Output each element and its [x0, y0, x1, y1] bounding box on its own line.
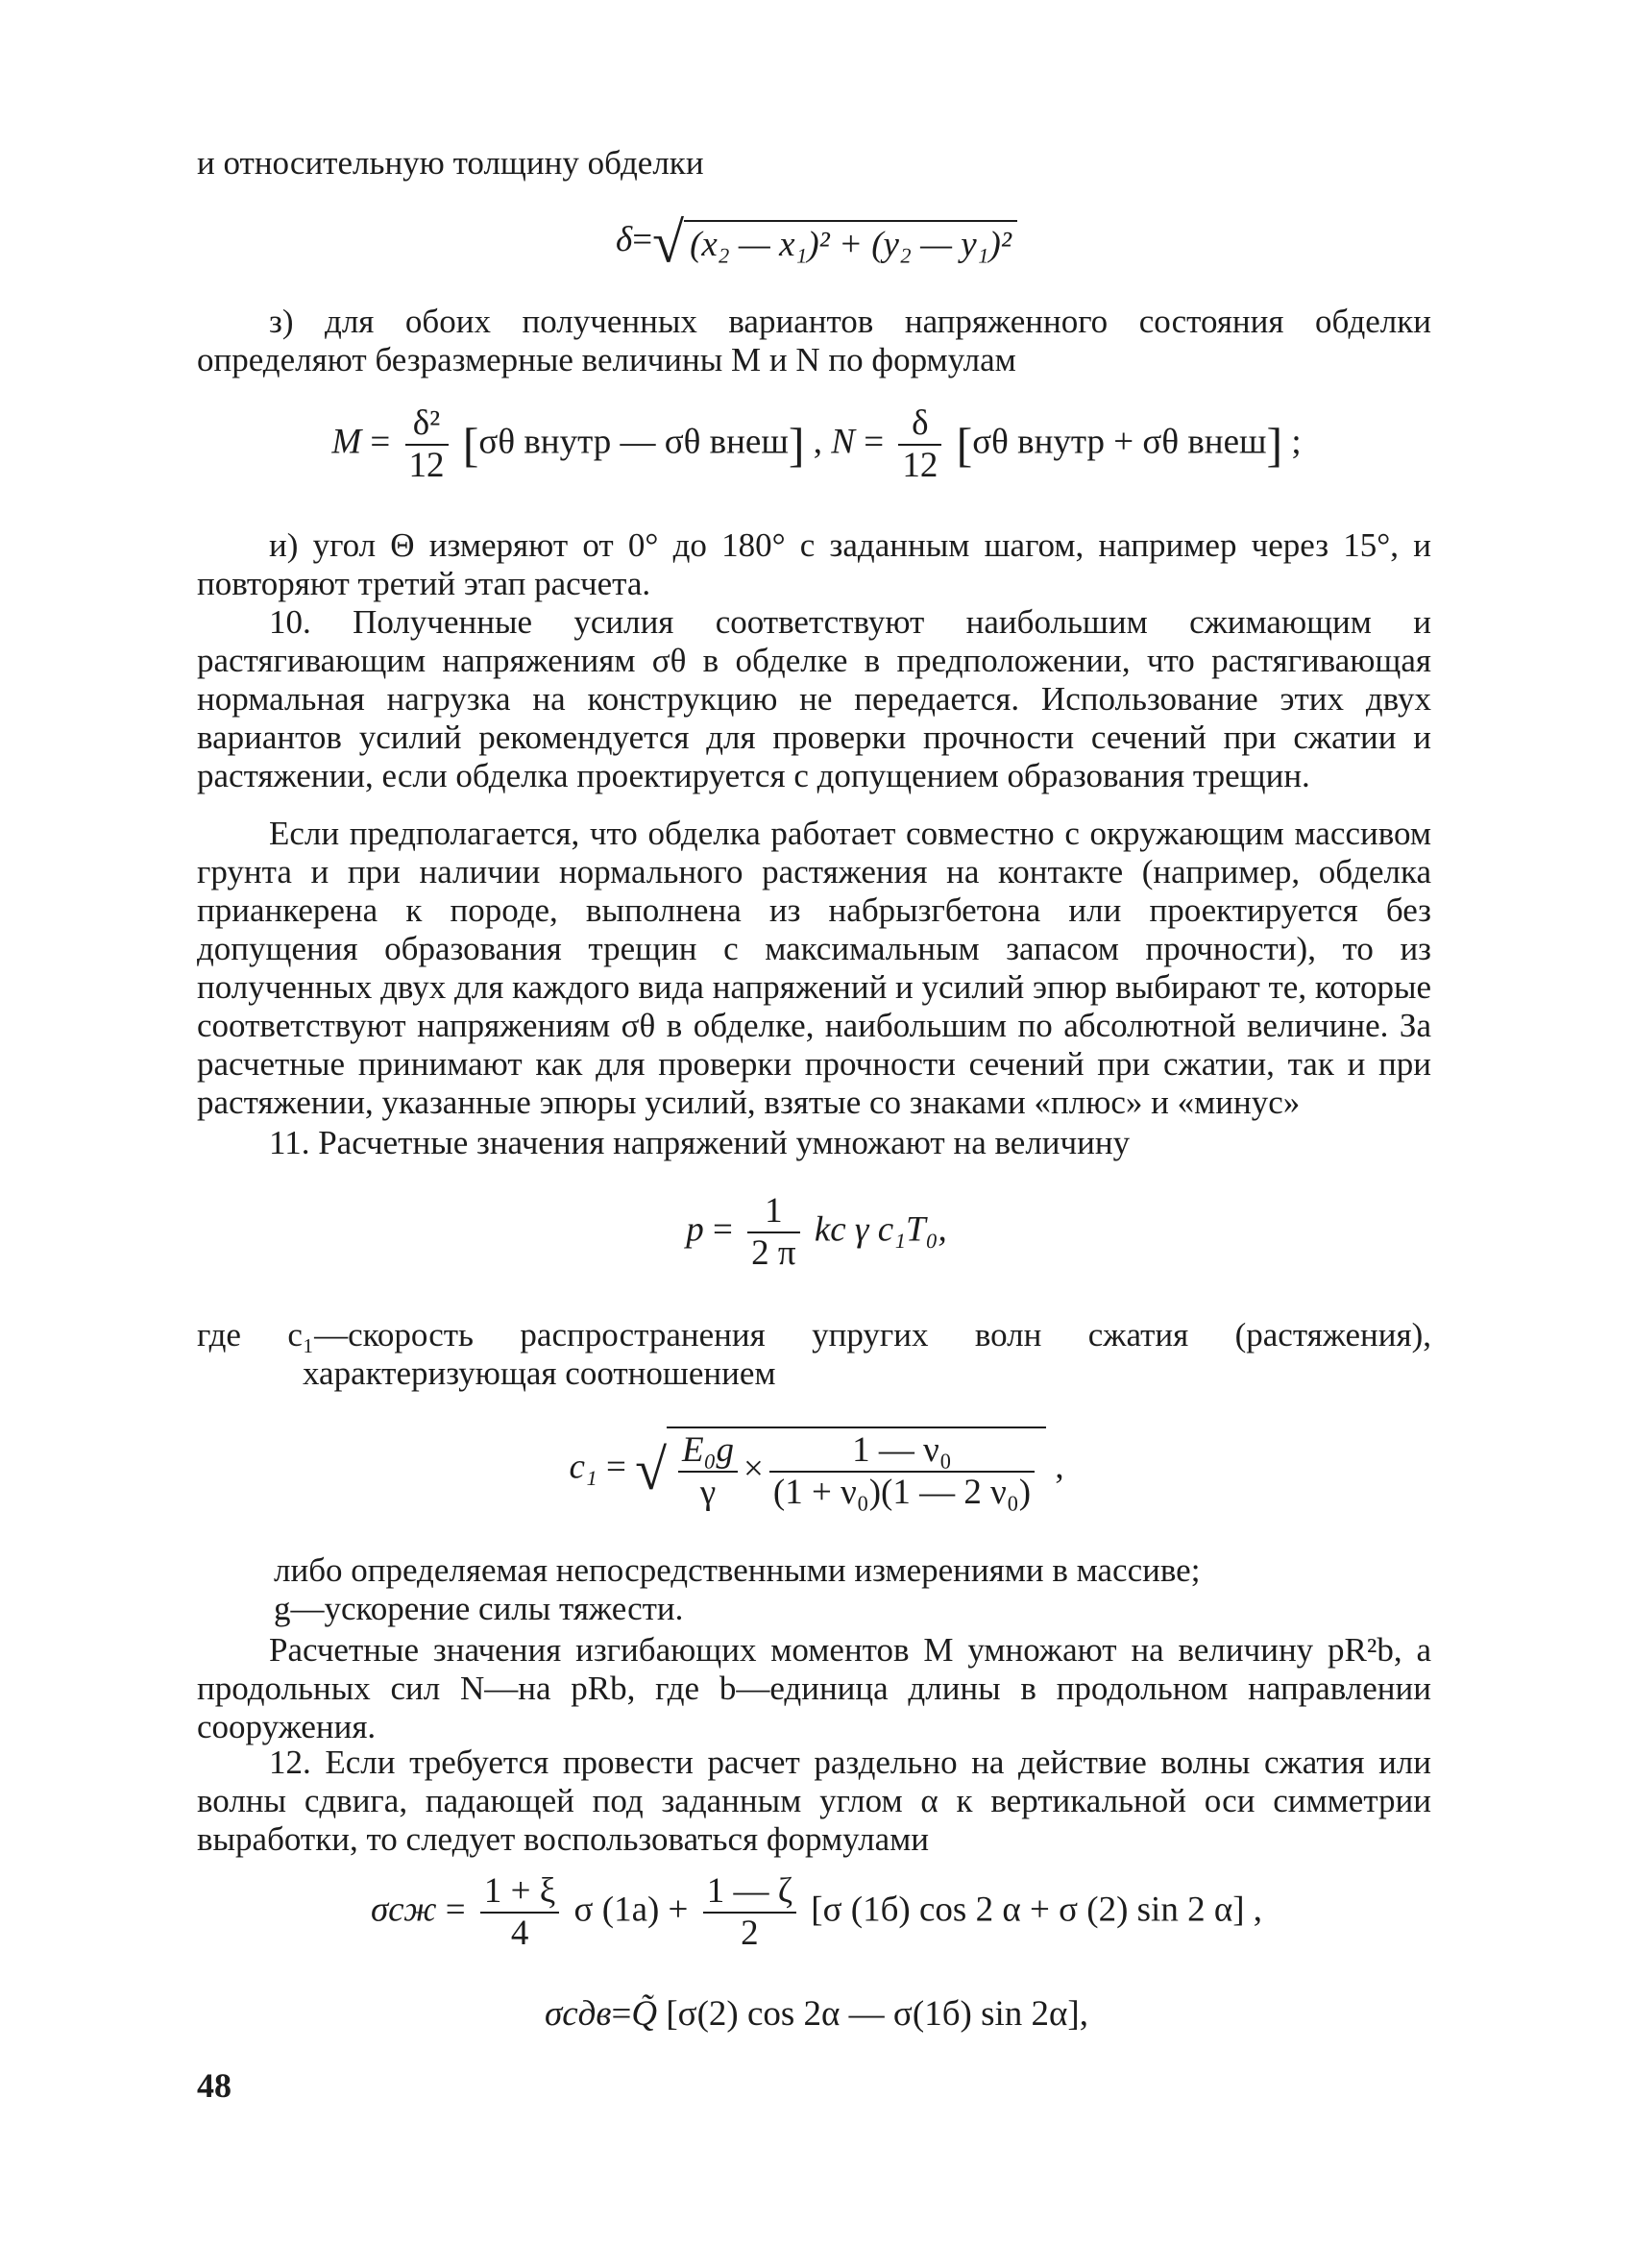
formula-c1: [0, 1427, 1633, 1513]
formula-m-n: M = $\frac{\text{δ²}}{12}$ [σθ внутр — σθ внеш] , N = $\frac{\delta}{12}$ [σθ внутр + σθ внеш] ;: [331, 403, 1302, 485]
formula-c1-fraction2: [769, 1430, 1035, 1513]
formula-p-fraction: [747, 1191, 799, 1274]
formula-delta: [0, 210, 1633, 275]
formula-delta-lhs: δ: [616, 220, 633, 259]
formula-n-lhs: N: [831, 422, 855, 462]
formula-szh-den1: 4: [510, 1914, 529, 1953]
formula-c1-den2: (1 + ν₀)(1 — 2 ν₀): [772, 1473, 1032, 1512]
sqrt-sign-icon: √ $\frac{\text{E₀g}}{\gamma}$ × $\frac{\text{1 — ν₀}}{\text{(1 + ν₀)(1 — 2 ν₀)}}$: [635, 1427, 1046, 1513]
formula-sigma-szh: [0, 1871, 1633, 1954]
formula-szh-den2: 2: [741, 1914, 759, 1953]
formula-szh-mid: σ (1а) +: [573, 1890, 689, 1930]
formula-sdv-q: Q̃: [631, 1994, 658, 2034]
formula-m-eq: =: [370, 422, 391, 462]
formula-c1-eq: =: [605, 1447, 626, 1487]
text-section-11: 11. Расчетные значения напряжений умножают на величину: [269, 1124, 1131, 1161]
formula-m-num: δ²: [405, 403, 449, 446]
formula-szh-lhs: σсж: [370, 1890, 437, 1930]
formula-m-den: 12: [408, 446, 445, 485]
formula-p-lhs: p: [686, 1209, 704, 1250]
text-section-12: 12. Если требуется провести расчет раздельно на действие волны сжатия или волны сдвига, падающей под заданным углом α к вертикальной оси симметрии выработки, то следует воспользоваться формулами: [197, 1744, 1431, 1858]
formula-szh-fraction1: [480, 1871, 559, 1954]
formula-szh-fraction2: [703, 1871, 796, 1954]
formula-c1-times: ×: [743, 1449, 764, 1489]
formula-n-eq: =: [864, 422, 885, 462]
formula-szh-eq: =: [445, 1890, 466, 1930]
formula-c1-lhs: c₁: [569, 1447, 597, 1487]
formula-p-den: 2 π: [751, 1233, 796, 1273]
formula-m-fraction: [405, 403, 449, 486]
formula-c1-num2: 1 — ν₀: [769, 1430, 1035, 1473]
formula-n-bracket: σθ внутр + σθ внеш: [972, 422, 1267, 462]
formula-m-lhs: M: [331, 422, 362, 462]
formula-szh-rhs: [σ (1б) cos 2 α + σ (2) sin 2 α] ,: [811, 1890, 1263, 1930]
formula-c1-num1: E₀g: [678, 1430, 738, 1473]
text-g: g—ускорение силы тяжести.: [274, 1590, 684, 1627]
formula-delta-body: (x₂ — x₁)² + (y₂ — y₁)²: [684, 220, 1017, 266]
formula-sdv-rhs: [σ(2) cos 2α — σ(1б) sin 2α],: [666, 1994, 1088, 2034]
formula-comma: ,: [813, 422, 822, 462]
text-either: либо определяемая непосредственными измерениями в массиве;: [274, 1551, 1201, 1589]
formula-delta-eq: =: [632, 220, 653, 259]
formula-p: [0, 1191, 1633, 1274]
formula-end: ;: [1291, 422, 1302, 462]
text-where-c1: где c₁—скорость распространения упругих волн сжатия (растяжения), характеризующая соотношением: [197, 1316, 1431, 1392]
formula-sdv-lhs: σсдв: [545, 1994, 612, 2034]
formula-c1-fraction1: [678, 1430, 738, 1513]
formula-n-fraction: [898, 403, 941, 486]
formula-n-num: δ: [898, 403, 941, 446]
text-intro: и относительную толщину обделки: [197, 144, 704, 182]
formula-m-bracket: σθ внутр — σθ внеш: [478, 422, 789, 462]
page-number: 48: [197, 2066, 232, 2105]
formula-sdv-eq: =: [611, 1994, 632, 2034]
formula-c1-end: ,: [1055, 1447, 1064, 1487]
text-section-10: 10. Полученные усилия соответствуют наибольшим сжимающим и растягивающим напряжениям σθ в обделке в предположении, что растягивающая нормальная нагрузка на конструкцию не передается. Использование этих двух вариантов усилий рекомендуется для проверки прочности сечений при сжатии и растяжении, если обделка проектируется с допущением образования трещин.: [197, 603, 1431, 794]
text-moments: Расчетные значения изгибающих моментов M умножают на величину pR²b, а продольных сил N—на pRb, где b—единица длины в продольном направлении сооружения.: [197, 1631, 1431, 1745]
formula-szh-num2: 1 — ζ: [703, 1871, 796, 1914]
formula-p-num: 1: [747, 1191, 799, 1233]
formula-p-eq: =: [713, 1209, 733, 1250]
formula-n-den: 12: [902, 446, 938, 485]
sqrt-sign-icon: √ (x₂ — x₁)² + (y₂ — y₁)²: [652, 219, 1017, 266]
formula-p-rhs: kс γ c₁T₀,: [814, 1209, 947, 1250]
text-item-i: и) угол Θ измеряют от 0° до 180° с заданным шагом, например через 15°, и повторяют третий этап расчета.: [197, 526, 1431, 602]
formula-sigma-sdv: [0, 1993, 1633, 2036]
formula-szh-num1: 1 + ξ: [480, 1871, 559, 1914]
text-paragraph-if: Если предполагается, что обделка работает совместно с окружающим массивом грунта и при наличии нормального растяжения на контакте (например, обделка прианкерена к породе, выполнена из набрызгбетона или проектируется без допущения образования трещин с максимальным запасом прочности), то из полученных двух для каждого вида напряжений и усилий эпюр выбирают те, которые соответствуют напряжениям σθ в обделке, наибольшим по абсолютной величине. За расчетные принимают как для проверки прочности сечений при сжатии, так и при растяжении, указанные эпюры усилий, взятые со знаками «плюс» и «минус»: [197, 815, 1431, 1121]
formula-c1-den1: γ: [699, 1473, 717, 1512]
text-item-z: з) для обоих полученных вариантов напряженного состояния обделки определяют безразмерные величины M и N по формулам: [197, 303, 1431, 378]
